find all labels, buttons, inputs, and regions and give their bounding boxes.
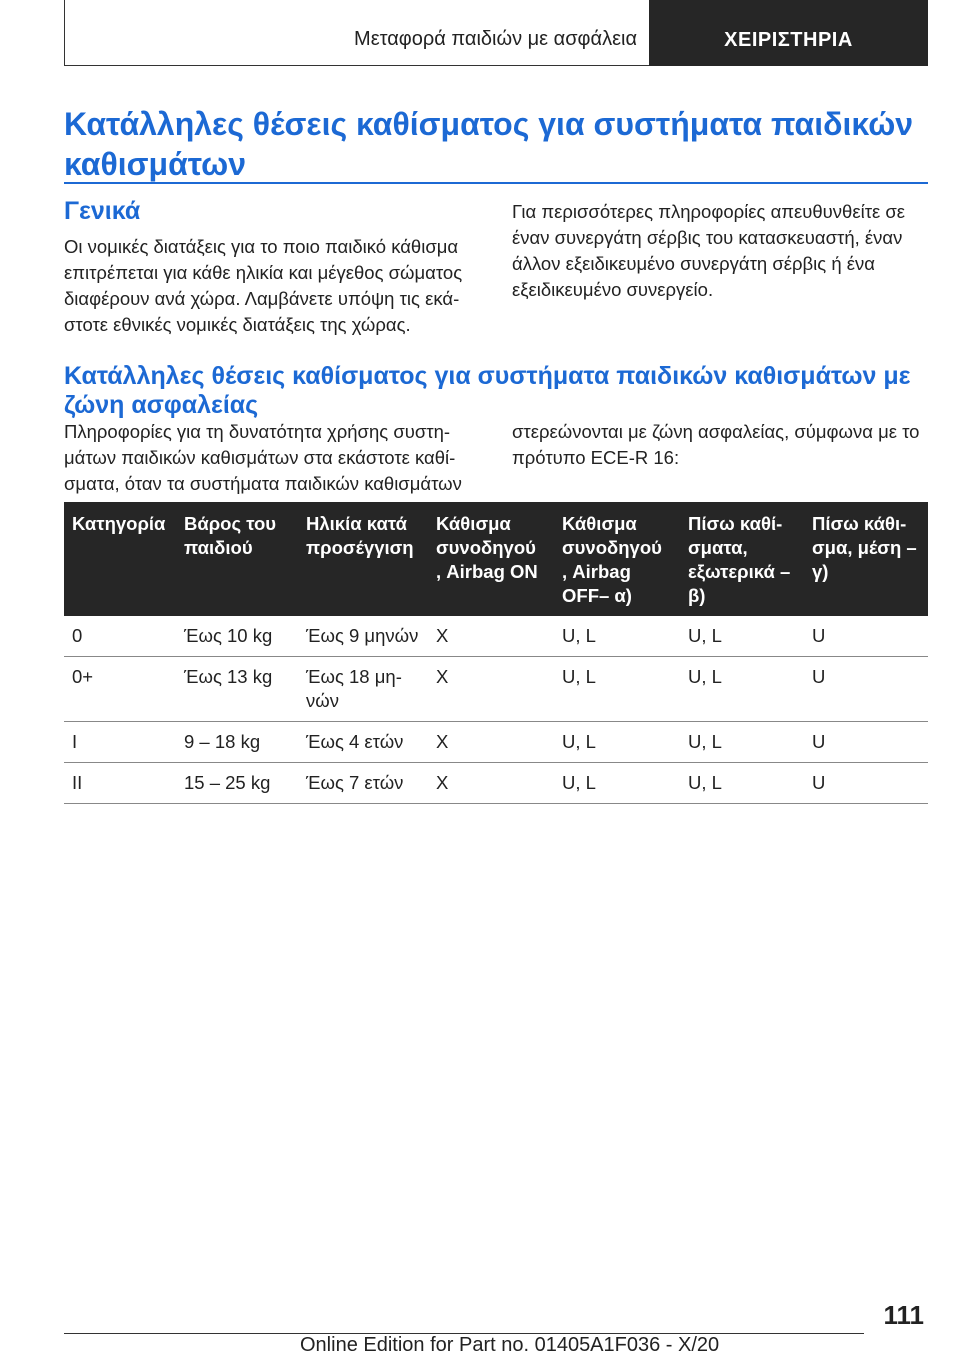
cell-rear-middle: U: [804, 722, 928, 763]
table-row: [64, 722, 928, 763]
header-chapter-tab: ΧΕΙΡΙΣΤΗΡΙΑ: [649, 0, 928, 66]
cell-category: I: [64, 722, 176, 763]
cell-airbag-off: U, L: [554, 616, 680, 657]
seat-suitability-table: [64, 502, 928, 804]
header-passenger-airbag-on: Κάθισμα συνοδηγού , Airbag ON: [428, 502, 554, 616]
cell-age: Έως 9 μηνών: [298, 616, 428, 657]
header-section-title: Μεταφορά παιδιών με ασφάλεια: [64, 0, 649, 66]
header-category: Κατηγορία: [64, 502, 176, 616]
table-row: [64, 616, 928, 657]
header-passenger-airbag-off: Κάθισμα συνοδηγού , Airbag OFF– α): [554, 502, 680, 616]
cell-rear-middle: U: [804, 616, 928, 657]
cell-age: Έως 18 μηνών: [298, 657, 428, 722]
cell-airbag-on: X: [428, 657, 554, 722]
cell-airbag-on: X: [428, 722, 554, 763]
cell-age: Έως 4 ετών: [298, 722, 428, 763]
cell-weight: Έως 10 kg: [176, 616, 298, 657]
cell-weight: 9 – 18 kg: [176, 722, 298, 763]
belt-right-paragraph: στερεώνονται με ζώνη ασφαλείας, σύμφωνα με το πρότυπο ECE-R 16:: [512, 421, 920, 468]
header-rear-middle: Πίσω κάθισμα, μέση – γ): [804, 502, 928, 616]
general-heading: Γενικά: [64, 197, 141, 225]
footer-edition-text: Online Edition for Part no. 01405A1F036 - X/20: [300, 1334, 720, 1356]
general-left-paragraph: Οι νομικές διατάξεις για το ποιο παιδικό κάθισμα επιτρέπεται για κάθε ηλικία και μέγεθος σώματος διαφέρουν ανά χώρα. Λαμβάνετε υπόψη τις εκάστοτε εθνικές νομικές διατάξεις της χώρας.: [64, 236, 463, 335]
header-approx-age: Ηλικία κατά προσέγγιση: [298, 502, 428, 616]
header-child-weight: Βάρος του παιδιού: [176, 502, 298, 616]
table-row: [64, 657, 928, 722]
table-row: [64, 763, 928, 804]
cell-rear-outer: U, L: [680, 763, 804, 804]
belt-section-heading: Κατάλληλες θέσεις καθίσματος για συστήματα παιδικών καθισμάτων με ζώνη ασφαλείας: [64, 362, 911, 419]
cell-rear-outer: U, L: [680, 616, 804, 657]
cell-rear-outer: U, L: [680, 657, 804, 722]
page-title: Κατάλληλες θέσεις καθίσματος για συστήματα παιδικών καθισμάτων: [64, 106, 914, 182]
cell-airbag-off: U, L: [554, 657, 680, 722]
cell-rear-middle: U: [804, 657, 928, 722]
cell-weight: 15 – 25 kg: [176, 763, 298, 804]
cell-weight: Έως 13 kg: [176, 657, 298, 722]
cell-airbag-off: U, L: [554, 763, 680, 804]
cell-category: 0: [64, 616, 176, 657]
cell-category: 0+: [64, 657, 176, 722]
page-number: 111: [883, 1300, 924, 1330]
table-header-row: [64, 502, 928, 616]
header-rear-outer: Πίσω καθίσματα, εξωτερικά – β): [680, 502, 804, 616]
cell-rear-outer: U, L: [680, 722, 804, 763]
cell-airbag-off: U, L: [554, 722, 680, 763]
cell-airbag-on: X: [428, 616, 554, 657]
page-header: [64, 0, 928, 66]
title-divider: [64, 182, 928, 184]
cell-age: Έως 7 ετών: [298, 763, 428, 804]
cell-rear-middle: U: [804, 763, 928, 804]
belt-left-paragraph: Πληροφορίες για τη δυνατότητα χρήσης συστημάτων παιδικών καθισμάτων στα εκάστοτε καθίσματα, όταν τα συστήματα παιδικών καθισμάτων: [64, 421, 462, 494]
cell-category: II: [64, 763, 176, 804]
general-right-paragraph: Για περισσότερες πληροφορίες απευθυνθείτε σε έναν συνεργάτη σέρβις του κατασκευαστή, έναν άλλον εξειδικευμένο συνεργάτη σέρβις ή ένα εξειδικευμένο συνεργείο.: [512, 201, 906, 300]
cell-airbag-on: X: [428, 763, 554, 804]
